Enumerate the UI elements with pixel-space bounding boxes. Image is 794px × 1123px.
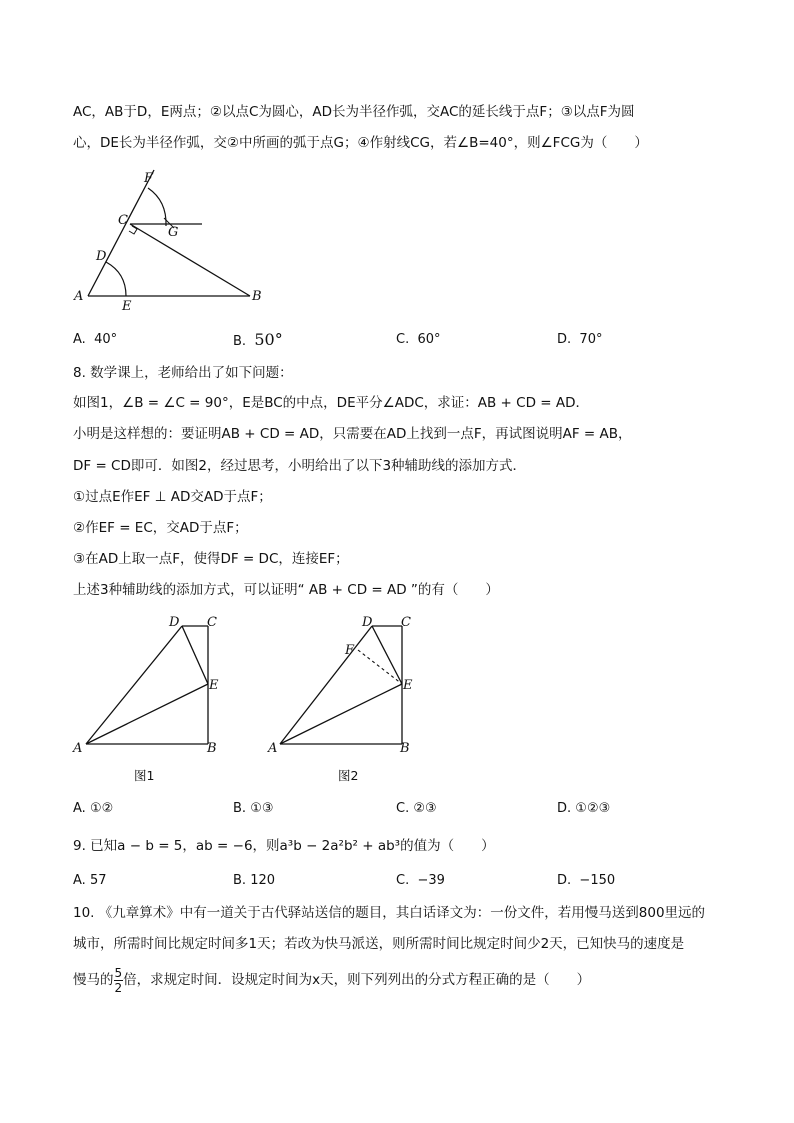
q8-line-7: 上述3种辅助线的添加方式，可以证明“ AB + CD = AD ”的有（ ） — [73, 582, 499, 598]
q10-fraction-denominator: 2 — [114, 980, 123, 995]
q10-line-1: 10. 《九章算术》中有一道关于古代驿站送信的题目，其白话译文为：一份文件，若用慢马送到800里远的 — [73, 905, 706, 921]
label-B: B — [252, 289, 262, 304]
fig2-label-A: A — [268, 741, 278, 756]
fig2-label-B: B — [400, 741, 410, 756]
q8-figure-2 — [266, 612, 426, 787]
q8-option-c[interactable]: C. ②③ — [396, 801, 437, 816]
q9-stem: 9. 已知a − b = 5，ab = −6，则a³b − 2a²b² + ab³的值为（ ） — [73, 838, 495, 854]
q7-option-b[interactable]: B. 50° — [233, 330, 283, 349]
q7-triangle-figure — [70, 168, 262, 314]
q8-option-b[interactable]: B. ①③ — [233, 801, 274, 816]
fig2-label-C: C — [401, 615, 411, 630]
label-E: E — [122, 299, 132, 314]
q9-option-c[interactable]: C. −39 — [396, 873, 445, 888]
label-F: F — [144, 171, 154, 186]
q10-line-3 — [73, 964, 590, 996]
q8-line-5: ②作EF = EC，交AD于点F； — [73, 520, 248, 536]
label-D: D — [96, 249, 107, 264]
fig1-label-C: C — [207, 615, 217, 630]
q10-fraction-numerator: 5 — [114, 965, 123, 980]
fig1-caption: 图1 — [134, 768, 155, 783]
q7-option-c[interactable]: C. 60° — [396, 332, 441, 347]
q8-line-4: ①过点E作EF ⊥ AD交AD于点F； — [73, 489, 272, 505]
q9-option-d[interactable]: D. −150 — [557, 873, 616, 888]
q7-option-d[interactable]: D. 70° — [557, 332, 603, 347]
fig1-label-B: B — [207, 741, 217, 756]
q8-line-1: 如图1，∠B = ∠C = 90°，E是BC的中点，DE平分∠ADC，求证：AB + CD = AD． — [73, 395, 589, 411]
fig1-label-D: D — [169, 615, 180, 630]
fig1-label-A: A — [73, 741, 83, 756]
q8-line-3: DF = CD即可．如图2，经过思考，小明给出了以下3种辅助线的添加方式． — [73, 458, 527, 474]
q7-stem-line-1: AC，AB于D，E两点；②以点C为圆心，AD长为半径作弧，交AC的延长线于点F；③以点F为圆 — [73, 104, 635, 120]
q7-option-a[interactable]: A. 40° — [73, 332, 118, 347]
label-A: A — [74, 289, 84, 304]
q10-line-3-suffix: 倍，求规定时间．设规定时间为x天，则下列列出的分式方程正确的是（ ） — [123, 972, 591, 988]
label-C: C — [118, 213, 128, 228]
label-G: G — [168, 225, 179, 240]
q10-fraction — [114, 966, 124, 995]
q8-figure-1 — [70, 612, 230, 787]
q8-option-a[interactable]: A. ①② — [73, 801, 114, 816]
q10-line-2: 城市，所需时间比规定时间多1天；若改为快马派送，则所需时间比规定时间少2天，已知快马的速度是 — [73, 936, 685, 952]
q8-line-2: 小明是这样想的：要证明AB + CD = AD，只需要在AD上找到一点F，再试图说明AF = AB， — [73, 426, 632, 442]
fig1-label-E: E — [209, 678, 219, 693]
q10-line-3-prefix: 慢马的 — [73, 972, 114, 988]
q9-option-a[interactable]: A. 57 — [73, 873, 107, 888]
q9-option-b[interactable]: B. 120 — [233, 873, 276, 888]
fig2-label-F: F — [345, 643, 355, 658]
q8-title: 8. 数学课上，老师给出了如下问题： — [73, 365, 293, 381]
fig2-caption: 图2 — [338, 768, 359, 783]
q8-line-6: ③在AD上取一点F，使得DF = DC，连接EF； — [73, 551, 349, 567]
q8-option-d[interactable]: D. ①②③ — [557, 801, 611, 816]
fig2-label-E: E — [403, 678, 413, 693]
q7-stem-line-2: 心，DE长为半径作弧，交②中所画的弧于点G；④作射线CG，若∠B=40°，则∠FCG为（ ） — [73, 135, 648, 151]
fig2-label-D: D — [362, 615, 373, 630]
